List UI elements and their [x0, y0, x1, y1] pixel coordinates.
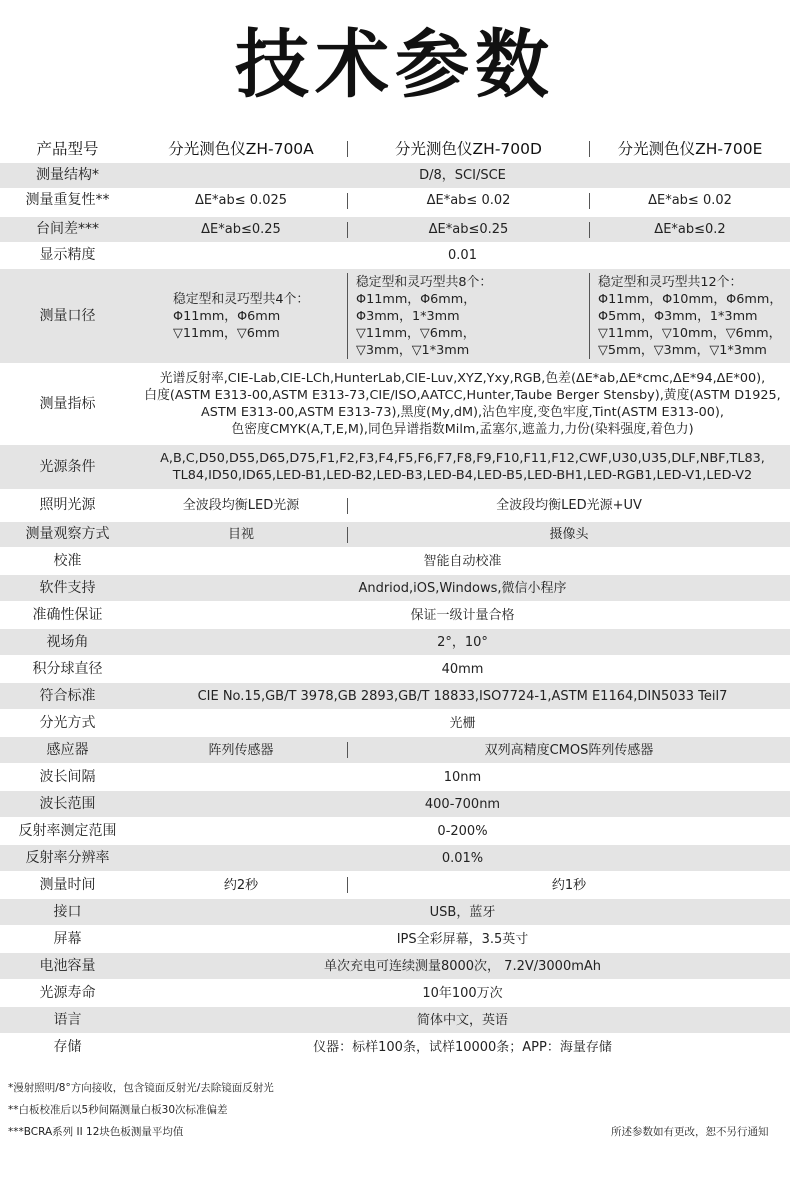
column-separator — [347, 222, 348, 238]
column-separator — [347, 742, 348, 758]
spec-row — [0, 575, 790, 601]
spec-row — [0, 764, 790, 790]
spec-value: 0-200% — [437, 823, 488, 839]
footnote-1: *漫射照明/8°方向接收，包含镜面反射光/去除镜面反射光 — [8, 1082, 274, 1094]
spec-value: ΔE*ab≤0.25 — [201, 222, 281, 237]
column-separator — [347, 527, 348, 543]
model-e: 分光测色仪ZH-700E — [617, 139, 763, 158]
spec-label: 光源条件 — [39, 458, 96, 475]
spec-label: 波长范围 — [39, 795, 96, 812]
spec-row — [0, 980, 790, 1006]
spec-value: 光谱反射率,CIE-Lab,CIE-LCh,HunterLab,CIE-Luv,XYZ,Yxy,RGB,色差(ΔE*ab,ΔE*cmc,ΔE*94,ΔE*00), 白度(ASTM E313-00,ASTM E313-73,CIE/ISO,AATCC,Hunter,Taube Berger Stensby),黄度(ASTM D1925, ASTM E313-00,ASTM E313-73),黑度(My,dM),沾色牢度,变色牢度,Tint(ASTM E313-00), 色密度CMYK(A,T,E,M),同色异谱指数Milm,孟塞尔,遮盖力,力份(染料强度,着色力) — [144, 371, 781, 437]
spec-row — [0, 489, 790, 522]
spec-label: 测量观察方式 — [25, 526, 110, 542]
spec-value: ΔE*ab≤ 0.025 — [194, 193, 288, 208]
spec-value: Andriod,iOS,Windows,微信小程序 — [358, 580, 567, 596]
spec-row — [0, 629, 790, 655]
footnote-3: ***BCRA系列 II 12块色板测量平均值 — [8, 1126, 184, 1138]
spec-label: 校准 — [53, 552, 82, 569]
spec-value: 双列高精度CMOS阵列传感器 — [484, 742, 654, 758]
spec-label: 电池容量 — [39, 957, 96, 974]
spec-label: 屏幕 — [53, 930, 82, 947]
spec-value: 全波段均衡LED光源 — [182, 498, 300, 513]
spec-value: 稳定型和灵巧型共12个： Φ11mm，Φ10mm，Φ6mm， Φ5mm，Φ3mm，1*3mm ▽11mm，▽10mm，▽6mm， ▽5mm，▽3mm，▽1*3mm — [598, 274, 783, 358]
column-separator — [347, 273, 348, 359]
spec-value: A,B,C,D50,D55,D65,D75,F1,F2,F3,F4,F5,F6,F7,F8,F9,F10,F11,F12,CWF,U30,U35,DLF,NBF,TL83, TL84,ID50,ID65,LED-B1,LED-B2,LED-B3,LED-B4,LED-B5,LED-BH1,LED-RGB1,LED-V1,LED-V2 — [160, 451, 765, 483]
spec-value: 阵列传感器 — [208, 742, 274, 758]
spec-row — [0, 1007, 790, 1033]
model-header-row — [0, 137, 790, 161]
spec-label: 照明光源 — [39, 497, 96, 513]
spec-value: 稳定型和灵巧型共8个： Φ11mm，Φ6mm， Φ3mm，1*3mm ▽11mm，▽6mm， ▽3mm，▽1*3mm — [356, 274, 493, 358]
spec-value: 智能自动校准 — [423, 553, 502, 569]
header-label: 产品型号 — [36, 139, 99, 158]
column-separator — [589, 193, 590, 209]
spec-label: 测量口径 — [39, 307, 96, 324]
spec-value: 400-700nm — [424, 796, 501, 812]
spec-value: CIE No.15,GB/T 3978,GB 2893,GB/T 18833,ISO7724-1,ASTM E1164,DIN5033 Teil7 — [197, 688, 728, 704]
spec-value: 保证一级计量合格 — [410, 607, 515, 623]
spec-row — [0, 445, 790, 489]
spec-row — [0, 899, 790, 925]
spec-value: 约2秒 — [223, 877, 259, 893]
spec-value: ΔE*ab≤0.2 — [654, 222, 726, 237]
spec-label: 视场角 — [46, 633, 89, 650]
spec-value: 2°，10° — [437, 634, 488, 650]
column-separator — [589, 222, 590, 238]
spec-row — [0, 818, 790, 844]
spec-row — [0, 522, 790, 547]
spec-row — [0, 602, 790, 628]
spec-label: 光源寿命 — [39, 984, 96, 1001]
spec-value: 目视 — [227, 527, 254, 542]
spec-value: 0.01% — [441, 850, 484, 866]
spec-label: 符合标准 — [39, 687, 96, 704]
spec-value: 全波段均衡LED光源+UV — [496, 498, 642, 513]
column-separator — [589, 273, 590, 359]
spec-row — [0, 364, 790, 444]
spec-row — [0, 872, 790, 898]
spec-label: 准确性保证 — [32, 606, 103, 623]
spec-label: 反射率测定范围 — [18, 822, 117, 839]
spec-value: 仪器：标样100条，试样10000条；APP：海量存储 — [313, 1039, 612, 1055]
column-separator — [347, 193, 348, 209]
spec-row — [0, 1034, 790, 1060]
spec-label: 感应器 — [46, 741, 89, 758]
page-title: 技术参数 — [235, 22, 555, 108]
spec-value: 单次充电可连续测量8000次， 7.2V/3000mAh — [323, 958, 602, 974]
spec-value: 10年100万次 — [422, 985, 503, 1001]
spec-row — [0, 217, 790, 242]
spec-value: 10nm — [443, 769, 482, 785]
spec-row — [0, 953, 790, 979]
spec-label: 测量结构* — [36, 167, 99, 183]
model-a: 分光测色仪ZH-700A — [168, 139, 314, 158]
spec-value: 约1秒 — [551, 877, 587, 893]
spec-label: 接口 — [53, 903, 82, 920]
spec-label: 存储 — [53, 1038, 82, 1055]
spec-label: 积分球直径 — [32, 660, 103, 677]
column-separator — [347, 141, 348, 157]
spec-label: 软件支持 — [39, 579, 96, 596]
spec-row — [0, 242, 790, 268]
disclaimer: 所述参数如有更改，恕不另行通知 — [611, 1126, 769, 1138]
spec-row — [0, 163, 790, 188]
column-separator — [589, 141, 590, 157]
spec-row — [0, 188, 790, 213]
spec-value: 简体中文，英语 — [416, 1012, 508, 1028]
spec-label: 台间差*** — [36, 221, 99, 237]
spec-label: 测量指标 — [39, 395, 96, 412]
column-separator — [347, 877, 348, 893]
spec-value: ΔE*ab≤ 0.02 — [426, 193, 511, 208]
spec-value: ΔE*ab≤ 0.02 — [648, 193, 732, 208]
spec-label: 语言 — [53, 1011, 82, 1028]
spec-value: 摄像头 — [549, 527, 589, 542]
spec-value: IPS全彩屏幕，3.5英寸 — [396, 931, 529, 947]
spec-value: D/8，SCI/SCE — [419, 168, 506, 183]
spec-value: 稳定型和灵巧型共4个： Φ11mm，Φ6mm ▽11mm，▽6mm — [173, 291, 310, 341]
spec-row — [0, 926, 790, 952]
spec-row — [0, 548, 790, 574]
spec-value: 光栅 — [449, 715, 476, 731]
spec-row — [0, 710, 790, 736]
spec-label: 显示精度 — [39, 246, 96, 263]
spec-label: 反射率分辨率 — [25, 849, 110, 866]
spec-row — [0, 683, 790, 709]
spec-label: 测量时间 — [39, 876, 96, 893]
spec-value: 0.01 — [448, 247, 477, 263]
spec-row — [0, 656, 790, 682]
spec-label: 波长间隔 — [39, 768, 96, 785]
column-separator — [347, 498, 348, 514]
spec-row — [0, 269, 790, 363]
footnote-2: **白板校准后以5秒间隔测量白板30次标准偏差 — [8, 1104, 228, 1116]
spec-row — [0, 791, 790, 817]
spec-label: 分光方式 — [39, 714, 96, 731]
spec-row — [0, 845, 790, 871]
spec-value: ΔE*ab≤0.25 — [428, 222, 509, 237]
spec-value: 40mm — [441, 661, 484, 677]
spec-row — [0, 737, 790, 763]
model-d: 分光测色仪ZH-700D — [395, 139, 542, 158]
spec-label: 测量重复性** — [25, 192, 110, 208]
spec-value: USB，蓝牙 — [429, 904, 496, 920]
